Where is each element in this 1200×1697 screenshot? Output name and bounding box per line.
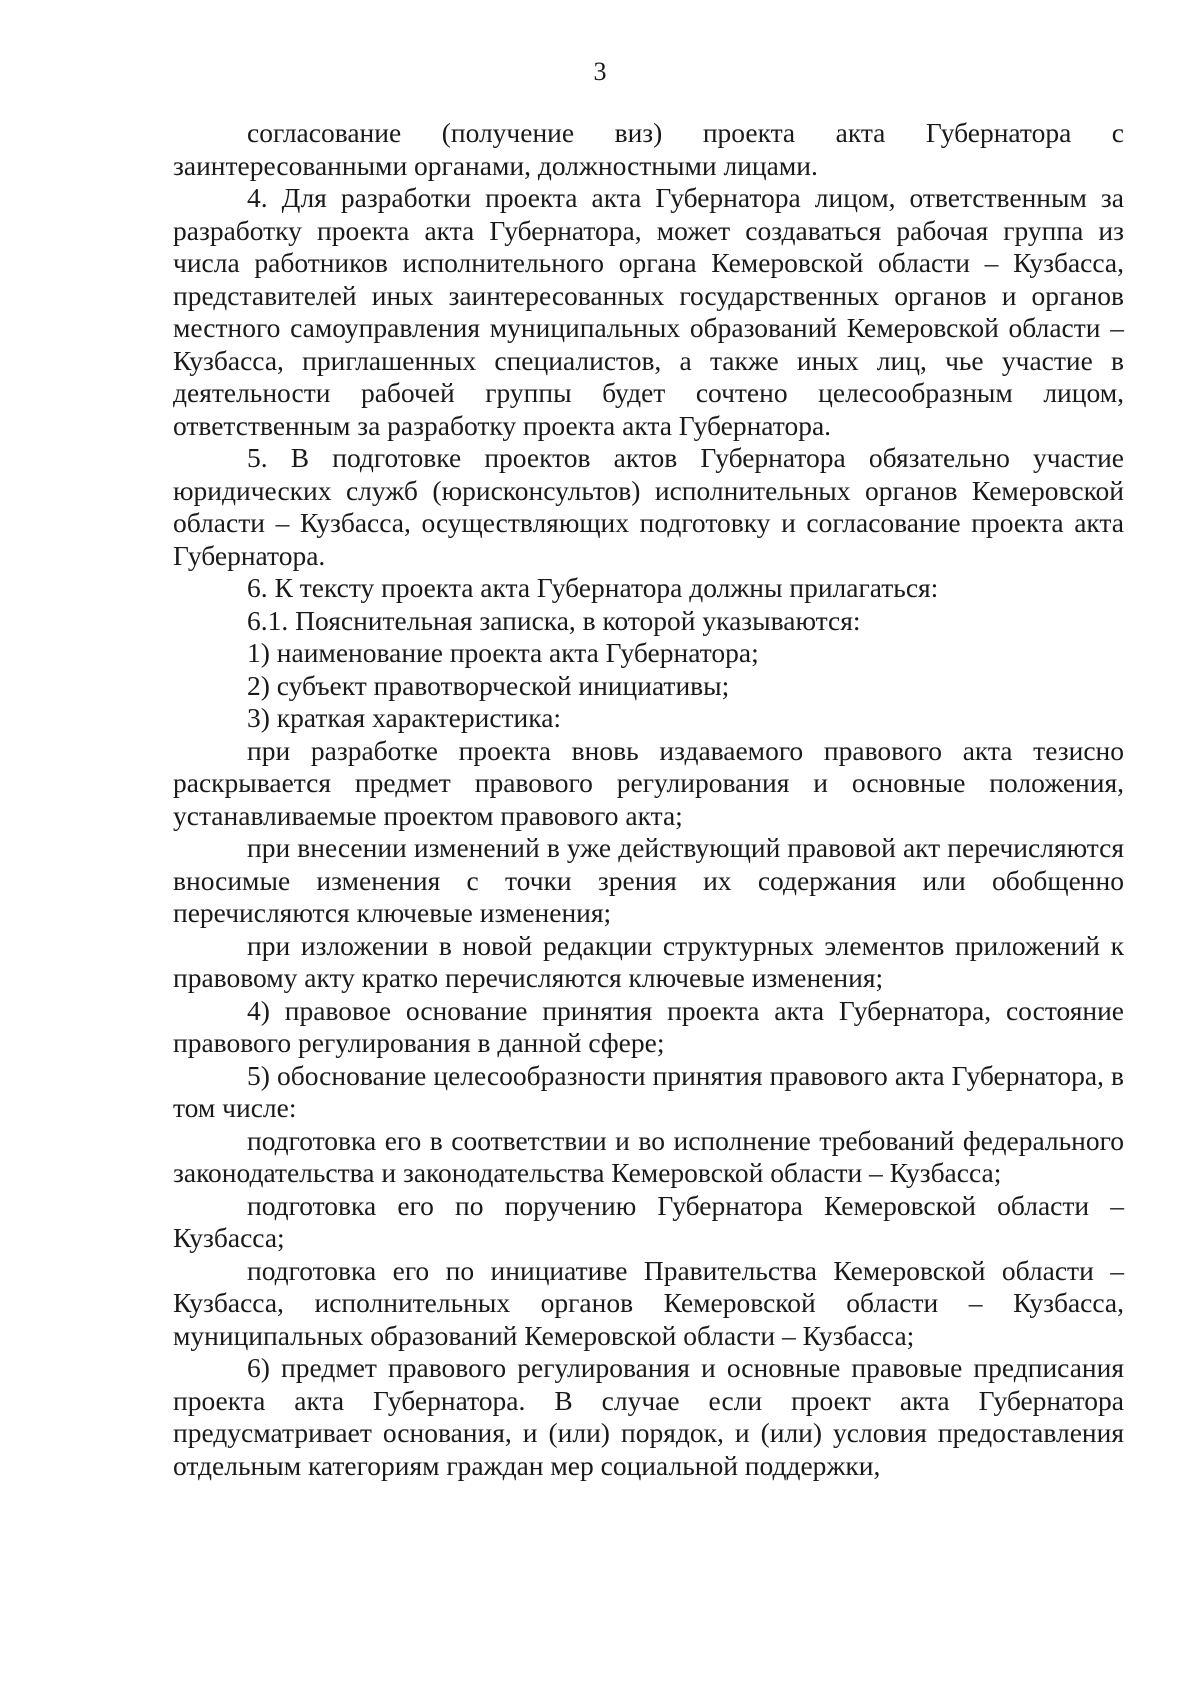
paragraph: согласование (получение виз) проекта акта Губернатора с заинтересованными органами, должностными лицами. xyxy=(173,117,1124,181)
paragraph: подготовка его по инициативе Правительства Кемеровской области – Кузбасса, исполнительных органов Кемеровской области – Кузбасса, муниципальных образований Кемеровской области – Кузбасса; xyxy=(173,1254,1124,1351)
paragraph: 4. Для разработки проекта акта Губернатора лицом, ответственным за разработку проекта акта Губернатора, может создаваться рабочая группа из числа работников исполнительного органа Кемеровской области – Кузбасса, представителей иных заинтересованных государственных органов и органов местного самоуправления муниципальных образований Кемеровской области – Кузбасса, приглашенных специалистов, а также иных лиц, чье участие в деятельности рабочей группы будет сочтено целесообразным лицом, ответственным за разработку проекта акта Губернатора. xyxy=(173,182,1124,441)
paragraph: 3) краткая характеристика: xyxy=(247,702,562,733)
paragraph: подготовка его по поручению Губернатора Кемеровской области – Кузбасса; xyxy=(173,1189,1124,1253)
paragraph: при внесении изменений в уже действующий правовой акт перечисляются вносимые изменения с точки зрения их содержания или обобщенно перечисляются ключевые изменения; xyxy=(173,832,1124,928)
paragraph: 1) наименование проекта акта Губернатора; xyxy=(247,637,759,668)
paragraph: 6) предмет правового регулирования и основные правовые предписания проекта акта Губернатора. В случае если проект акта Губернатора предусматривает основания, и (или) порядок, и (или) условия предоставления отдельным категориям граждан мер социальной поддержки, xyxy=(173,1352,1124,1481)
paragraph: 2) субъект правотворческой инициативы; xyxy=(247,669,730,701)
paragraph: 6.1. Пояснительная записка, в которой указываются: xyxy=(247,604,861,636)
page-number: 3 xyxy=(593,57,607,86)
paragraph: при разработке проекта вновь издаваемого правового акта тезисно раскрывается предмет правового регулирования и основные положения, устанавливаемые проектом правового акта; xyxy=(173,734,1124,831)
paragraph: 5) обоснование целесообразности принятия правового акта Губернатора, в том числе: xyxy=(173,1059,1124,1123)
paragraph: при изложении в новой редакции структурных элементов приложений к правовому акту кратко перечисляются ключевые изменения; xyxy=(173,929,1124,993)
paragraph: 4) правовое основание принятия проекта акта Губернатора, состояние правового регулирования в данной сфере; xyxy=(173,994,1124,1058)
paragraph: 6. К тексту проекта акта Губернатора должны прилагаться: xyxy=(247,572,939,603)
paragraph: подготовка его в соответствии и во исполнение требований федерального законодательства и законодательства Кемеровской области – Кузбасса; xyxy=(173,1124,1124,1188)
paragraph: 5. В подготовке проектов актов Губернатора обязательно участие юридических служб (юрисконсультов) исполнительных органов Кемеровской области – Кузбасса, осуществляющих подготовку и согласование проекта акта Губернатора. xyxy=(173,442,1124,571)
document-body xyxy=(173,117,1124,1482)
